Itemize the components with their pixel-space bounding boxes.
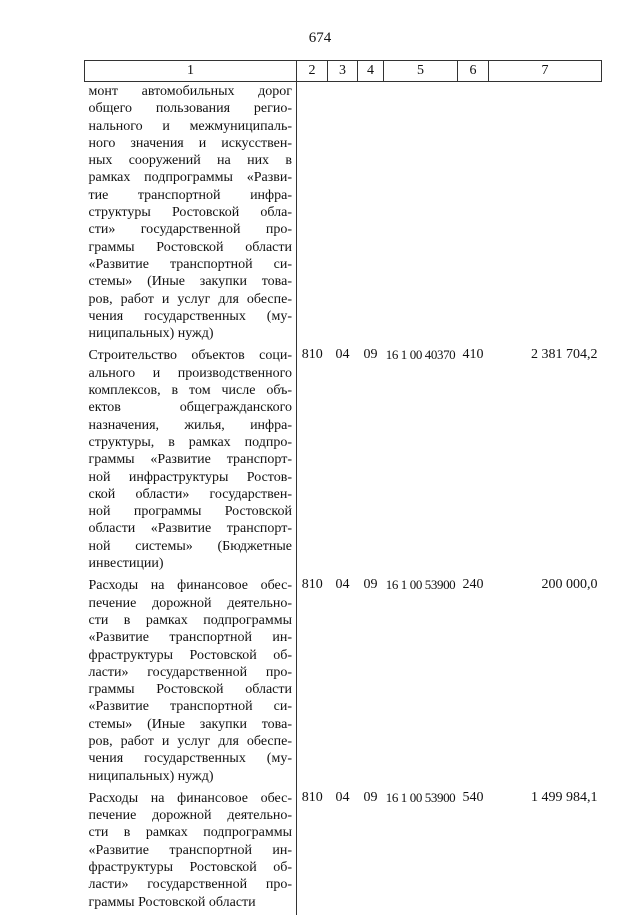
description-line: нального и межмуниципаль- <box>88 118 292 134</box>
description-line: «Развитие транспортной ин- <box>88 842 292 858</box>
budget-table <box>84 60 602 915</box>
description-line: стемы» (Иные закупки това- <box>88 716 292 732</box>
description-line: ной программы Ростовской <box>88 504 292 520</box>
description-line: сти» государственной про- <box>88 222 292 238</box>
ministry-code-cell <box>297 82 328 347</box>
description-line: «Развитие транспортной си- <box>88 256 292 272</box>
description-line: Расходы на финансовое обес- <box>88 790 292 806</box>
description-line: ного значения и искусствен- <box>88 135 292 151</box>
amount-cell: 1 499 984,1 <box>531 789 598 805</box>
description-line: ласти» государственной про- <box>88 664 292 680</box>
description-line: стемы» (Иные закупки това- <box>88 274 292 290</box>
target-article-cell <box>384 82 458 347</box>
description-line: ных сооружений на них в <box>88 153 292 169</box>
description-line: чения государственных (му- <box>88 751 292 767</box>
description-line: общего пользования регио- <box>88 101 292 117</box>
header-col-2: 2 <box>297 61 328 82</box>
header-col-4: 4 <box>358 61 384 82</box>
description-line: ального и производственного <box>88 365 292 381</box>
expense-type-cell <box>458 82 489 347</box>
table-row <box>85 82 602 347</box>
description-line: ров, работ и услуг для обеспе- <box>88 291 292 307</box>
description-line: структуры, в рамках подпро- <box>88 434 292 450</box>
row-description <box>85 789 297 915</box>
table-row <box>85 346 602 576</box>
target-article-cell: 16 1 00 53900 <box>385 789 456 805</box>
target-article-cell: 16 1 00 53900 <box>385 577 456 593</box>
header-col-5: 5 <box>384 61 458 82</box>
amount-cell: 2 381 704,2 <box>531 347 598 363</box>
row-description <box>85 82 297 347</box>
description-line: ектов общегражданского <box>88 400 292 416</box>
description-line: граммы Ростовской области <box>88 894 256 910</box>
ministry-code-cell: 810 <box>301 789 323 805</box>
description-line: сти в рамках подпрограммы <box>88 825 292 841</box>
description-line: инвестиции) <box>88 556 164 572</box>
description-line: структуры Ростовской обла- <box>88 205 292 221</box>
description-line: области «Развитие транспорт- <box>88 521 292 537</box>
row-description <box>85 346 297 576</box>
header-row <box>85 61 602 82</box>
description-line: печение дорожной деятельно- <box>88 808 292 824</box>
ministry-code-cell: 810 <box>301 577 323 593</box>
row-description <box>85 576 297 789</box>
table-body <box>85 82 602 915</box>
subsection-cell: 09 <box>363 577 378 593</box>
page-number: 674 <box>308 30 332 46</box>
description-line: ласти» государственной про- <box>88 877 292 893</box>
section-cell: 04 <box>335 789 350 805</box>
target-article-cell: 16 1 00 40370 <box>385 347 456 363</box>
expense-type-cell: 240 <box>462 577 484 593</box>
header-col-6: 6 <box>458 61 489 82</box>
table-header <box>85 61 602 82</box>
expense-type-cell: 410 <box>462 347 484 363</box>
ministry-code-cell: 810 <box>301 347 323 363</box>
description-line: чения государственных (му- <box>88 308 292 324</box>
amount-cell: 200 000,0 <box>541 577 598 593</box>
header-col-7: 7 <box>489 61 602 82</box>
description-line: рамках подпрограммы «Разви- <box>88 170 292 186</box>
subsection-cell <box>358 82 384 347</box>
description-line: ниципальных) нужд) <box>88 326 214 342</box>
description-line: ниципальных) нужд) <box>88 768 214 784</box>
description-line: ров, работ и услуг для обеспе- <box>88 733 292 749</box>
subsection-cell: 09 <box>363 789 378 805</box>
subsection-cell: 09 <box>363 347 378 363</box>
description-line: сти в рамках подпрограммы <box>88 612 292 628</box>
table-row <box>85 576 602 789</box>
amount-cell <box>489 82 602 347</box>
section-cell: 04 <box>335 577 350 593</box>
description-line: Расходы на финансовое обес- <box>88 578 292 594</box>
description-line: монт автомобильных дорог <box>88 84 292 99</box>
description-line: ной системы» (Бюджетные <box>88 538 292 554</box>
description-line: граммы «Развитие транспорт- <box>88 452 292 468</box>
description-line: назначения, жилья, инфра- <box>88 417 292 433</box>
header-col-1: 1 <box>85 61 297 82</box>
description-line: Строительство объектов соци- <box>88 348 292 364</box>
table-row <box>85 789 602 915</box>
section-cell: 04 <box>335 347 350 363</box>
description-line: печение дорожной деятельно- <box>88 595 292 611</box>
description-line: «Развитие транспортной ин- <box>88 630 292 646</box>
expense-type-cell: 540 <box>462 789 484 805</box>
description-line: ной инфраструктуры Ростов- <box>88 469 292 485</box>
header-col-3: 3 <box>328 61 358 82</box>
description-line: тие транспортной инфра- <box>88 187 292 203</box>
description-line: граммы Ростовской области <box>88 682 292 698</box>
description-line: «Развитие транспортной си- <box>88 699 292 715</box>
description-line: фраструктуры Ростовской об- <box>88 647 292 663</box>
description-line: комплексов, в том числе объ- <box>88 383 292 399</box>
section-cell <box>328 82 358 347</box>
description-line: фраструктуры Ростовской об- <box>88 860 292 876</box>
description-line: ской области» государствен- <box>88 486 292 502</box>
description-line: граммы Ростовской области <box>88 239 292 255</box>
